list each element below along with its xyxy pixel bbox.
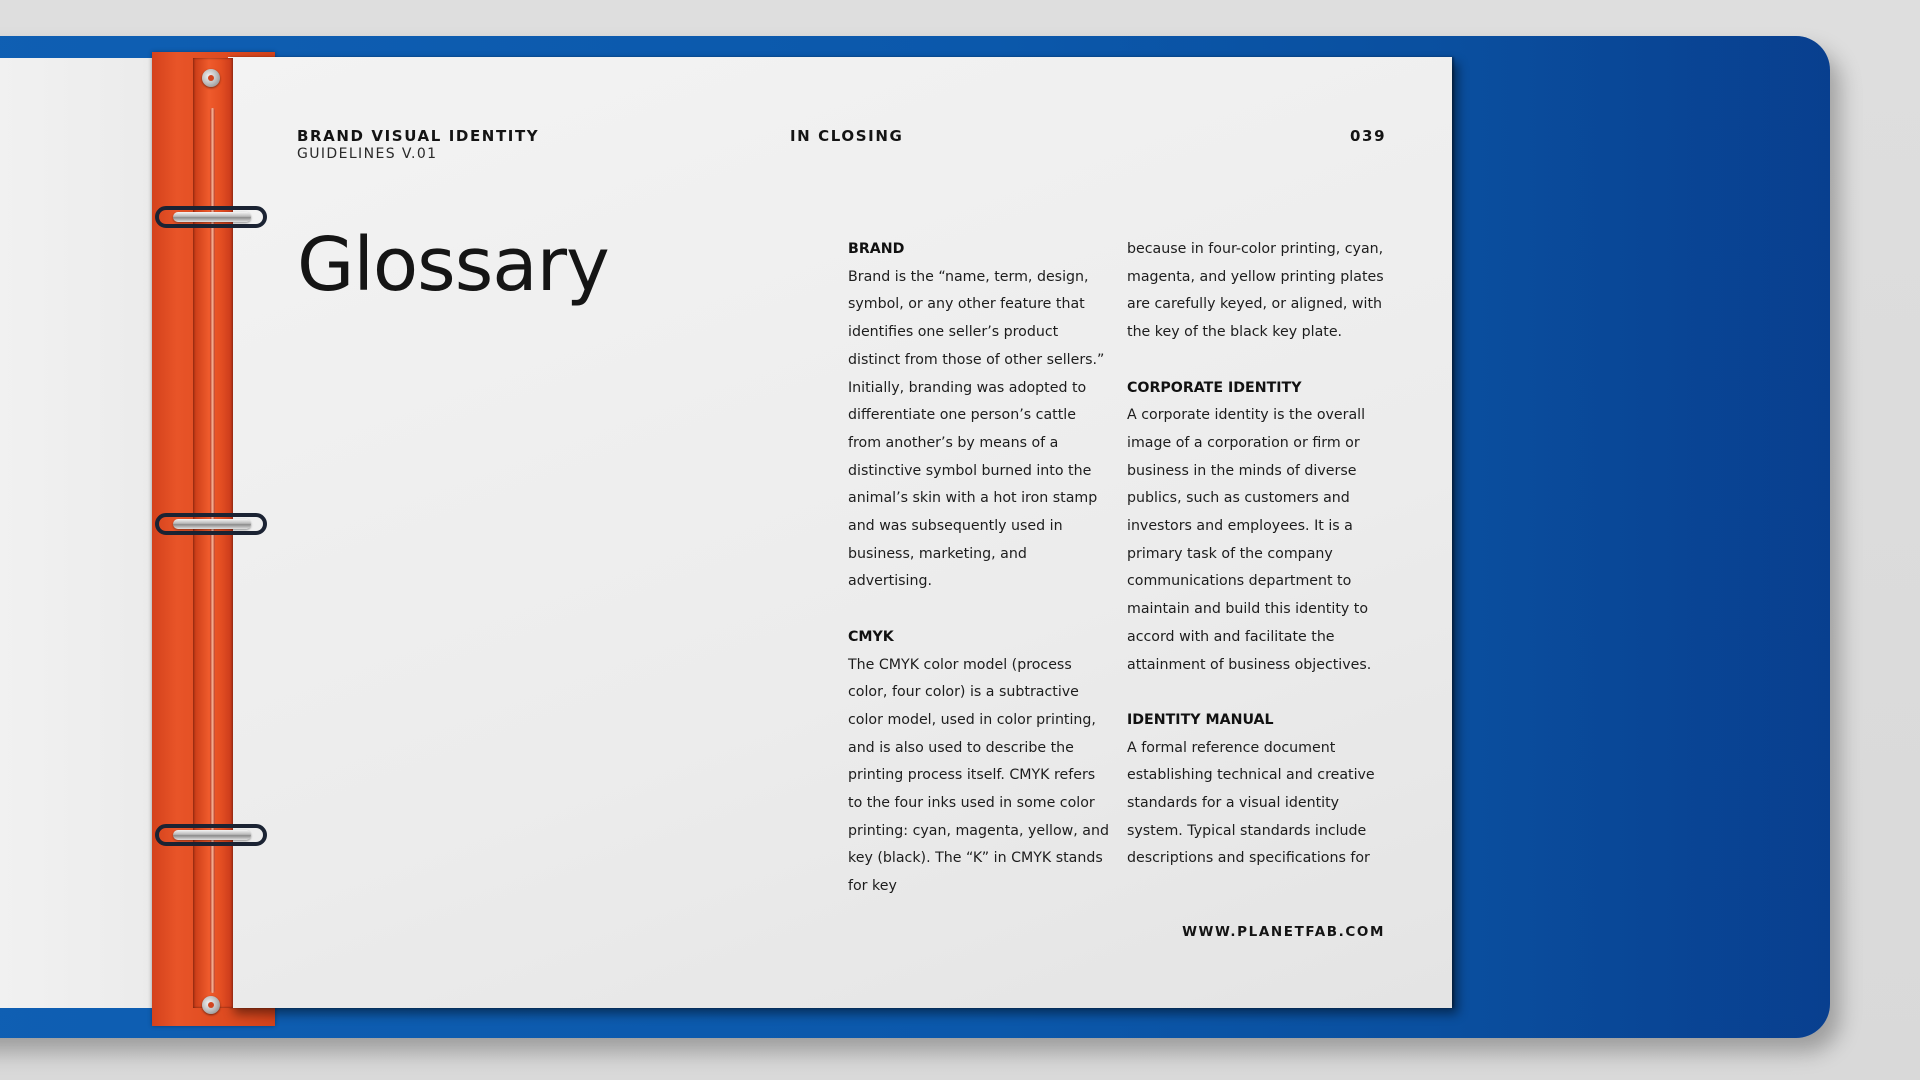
section-title: IN CLOSING (790, 127, 904, 145)
rivet-top-icon (202, 69, 220, 87)
page-number: 039 (1350, 127, 1387, 145)
page-title: Glossary (297, 222, 609, 308)
ring-bar-icon (173, 519, 251, 529)
glossary-term-identity-manual: IDENTITY MANUAL (1127, 711, 1274, 728)
binder-ring-middle[interactable] (155, 513, 267, 535)
glossary-definition-corporate-identity: A corporate identity is the overall image of a corporation or firm or business in the minds of diverse publics, such as customers and investors and employees. It is a primary task of the company communications department to maintain and build this identity to accord with and facilitate the attainment of business objectives. (1127, 407, 1372, 673)
binder-ring-top[interactable] (155, 206, 267, 228)
glossary-term-brand: BRAND (848, 241, 905, 257)
glossary-term-cmyk: CMYK (848, 628, 894, 645)
spine-groove (210, 108, 215, 993)
binder-ring-bottom[interactable] (155, 824, 267, 846)
glossary-definition-cmyk-continued: because in four-color printing, cyan, magenta, and yellow printing plates are carefully keyed, or aligned, with the key of the black key plate. (1127, 241, 1384, 341)
rivet-bottom-icon (202, 996, 220, 1014)
glossary-definition-identity-manual: A formal reference document establishing technical and creative standards for a visual identity system. Typical standards include descriptions and specifications for (1127, 739, 1375, 867)
glossary-column-right (1127, 236, 1389, 901)
ring-bar-icon (173, 212, 251, 222)
glossary-term-corporate-identity: CORPORATE IDENTITY (1127, 379, 1302, 396)
footer-website-link[interactable]: WWW.PLANETFAB.COM (1182, 924, 1385, 940)
glossary-definition-cmyk: The CMYK color model (process color, four color) is a subtractive color model, used in color printing, and is also used to describe the printing process itself. CMYK refers to the four inks used in some color printing: cyan, magenta, yellow, and key (black). The “K” in CMYK stands for key (848, 656, 1109, 895)
ring-bar-icon (173, 830, 251, 840)
glossary-column-left (848, 236, 1110, 929)
brand-guidelines-title: BRAND VISUAL IDENTITY (297, 127, 540, 145)
brand-guidelines-subtitle: GUIDELINES V.01 (297, 146, 438, 162)
glossary-definition-brand: Brand is the “name, term, design, symbol, or any other feature that identifies one seller’s product distinct from those of other sellers.” Initially, branding was adopted to differentiate one person’s cattle from another’s by means of a distinctive symbol burned into the animal’s skin with a hot iron stamp and was subsequently used in business, marketing, and advertising. (848, 268, 1105, 590)
